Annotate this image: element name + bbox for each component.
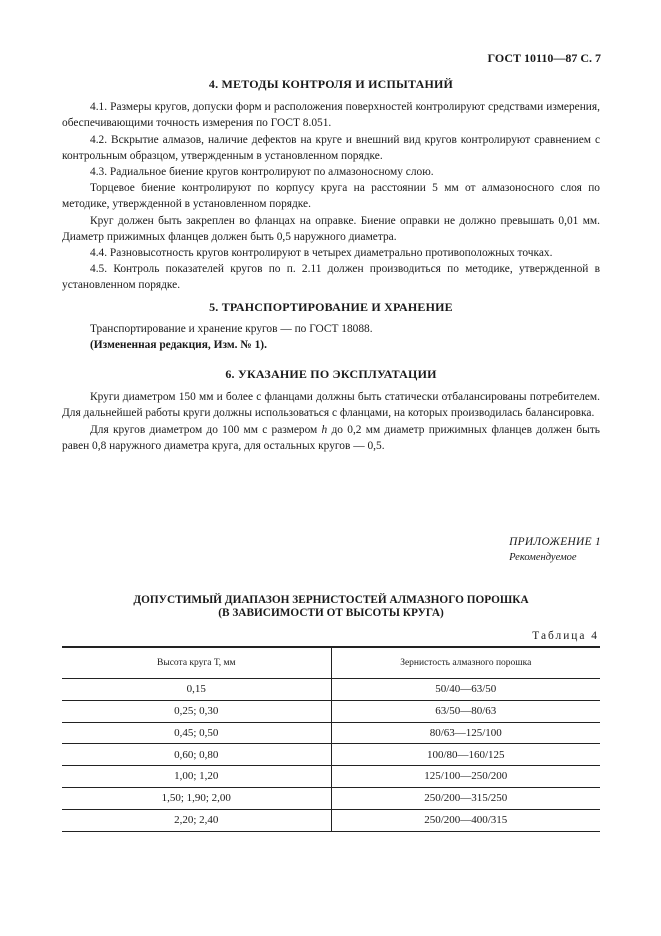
table-title-line-1: ДОПУСТИМЫЙ ДИАПАЗОН ЗЕРНИСТОСТЕЙ АЛМАЗНОГО ПОРОШКА <box>133 594 529 606</box>
cell-grain: 63/50—80/63 <box>331 700 600 722</box>
table-row <box>62 679 600 701</box>
table-title <box>62 594 600 619</box>
paragraph-4-5: 4.5. Контроль показателей кругов по п. 2.11 должен производиться по методике, утвержденной в установленном порядке. <box>62 263 600 292</box>
paragraph-4-3: 4.3. Радиальное биение кругов контролируют по алмазоносному слою. <box>90 166 434 179</box>
paragraph-6-2-part-b: до 0,2 мм диаметр прижимных фланцев должен быть равен 0,8 наружного диаметра круга, для остальных кругов — 0,5. <box>62 423 600 452</box>
table-row <box>62 787 600 809</box>
section-5-title: 5. ТРАНСПОРТИРОВАНИЕ И ХРАНЕНИЕ <box>209 300 453 314</box>
table-row <box>62 700 600 722</box>
section-6-title: 6. УКАЗАНИЕ ПО ЭКСПЛУАТАЦИИ <box>225 367 437 381</box>
table-title-line-2: (В ЗАВИСИМОСТИ ОТ ВЫСОТЫ КРУГА) <box>218 606 444 619</box>
cell-height: 1,00; 1,20 <box>62 766 331 788</box>
amendment-note: (Измененная редакция, Изм. № 1). <box>90 339 267 352</box>
paragraph-6-2-part-a: Для кругов диаметром до 100 мм с размером <box>90 423 322 436</box>
section-4-title: 4. МЕТОДЫ КОНТРОЛЯ И ИСПЫТАНИЙ <box>208 77 454 91</box>
cell-grain: 100/80—160/125 <box>331 744 600 766</box>
appendix-title: ПРИЛОЖЕНИЕ 1 <box>509 536 601 548</box>
header-grain-size: Зернистость алмазного порошка <box>331 647 600 679</box>
cell-height: 0,45; 0,50 <box>62 722 331 744</box>
paragraph-4-4: 4.4. Разновысотность кругов контролируют в четырех диаметрально противоположных точках. <box>90 247 553 260</box>
table-label: Таблица 4 <box>532 630 599 642</box>
section-4 <box>62 76 600 294</box>
cell-grain: 125/100—250/200 <box>331 766 600 788</box>
cell-grain: 80/63—125/100 <box>331 722 600 744</box>
cell-height: 0,25; 0,30 <box>62 700 331 722</box>
table-row <box>62 722 600 744</box>
cell-grain: 50/40—63/50 <box>331 679 600 701</box>
paragraph-6-1: Круги диаметром 150 мм и более с фланцами должны быть статически отбалансированы потребителем. Для дальнейшей работы круги должны использоваться с фланцами, на которых производилась балансировка. <box>62 391 600 420</box>
paragraph-4-3-end-runout: Торцевое биение контролируют по корпусу круга на расстоянии 5 мм от алмазоносного слоя по методике, утвержденной в установленном порядке. <box>62 182 600 211</box>
paragraph-6-2 <box>62 422 600 454</box>
paragraph-4-3-mandrel: Круг должен быть закреплен во фланцах на оправке. Биение оправки не должно превышать 0,01 мм. Диаметр прижимных фланцев должен быть 0,5 наружного диаметра. <box>62 214 600 243</box>
cell-height: 2,20; 2,40 <box>62 809 331 831</box>
paragraph-4-1: 4.1. Размеры кругов, допуски форм и расположения поверхностей контролируют средствами измерения, обеспечивающими точность измерения по ГОСТ 8.051. <box>62 101 600 130</box>
cell-grain: 250/200—315/250 <box>331 787 600 809</box>
symbol-h: h <box>321 423 328 436</box>
paragraph-4-2: 4.2. Вскрытие алмазов, наличие дефектов на круге и внешний вид кругов контролируют сравнением с контрольным образцом, утвержденным в установленном порядке. <box>62 133 600 162</box>
section-6 <box>62 366 600 454</box>
table-row <box>62 766 600 788</box>
header-wheel-height: Высота круга Т, мм <box>62 647 331 679</box>
grain-size-table <box>62 646 600 832</box>
table-row <box>62 809 600 831</box>
appendix-heading <box>509 534 601 566</box>
appendix-subtitle: Рекомендуемое <box>509 552 577 564</box>
cell-height: 1,50; 1,90; 2,00 <box>62 787 331 809</box>
cell-height: 0,60; 0,80 <box>62 744 331 766</box>
page-header: ГОСТ 10110—87 С. 7 <box>487 51 601 65</box>
table-row <box>62 744 600 766</box>
paragraph-5-1: Транспортирование и хранение кругов — по ГОСТ 18088. <box>90 323 373 336</box>
cell-height: 0,15 <box>62 679 331 701</box>
section-5 <box>62 299 600 354</box>
table-header-row <box>62 647 600 679</box>
cell-grain: 250/200—400/315 <box>331 809 600 831</box>
